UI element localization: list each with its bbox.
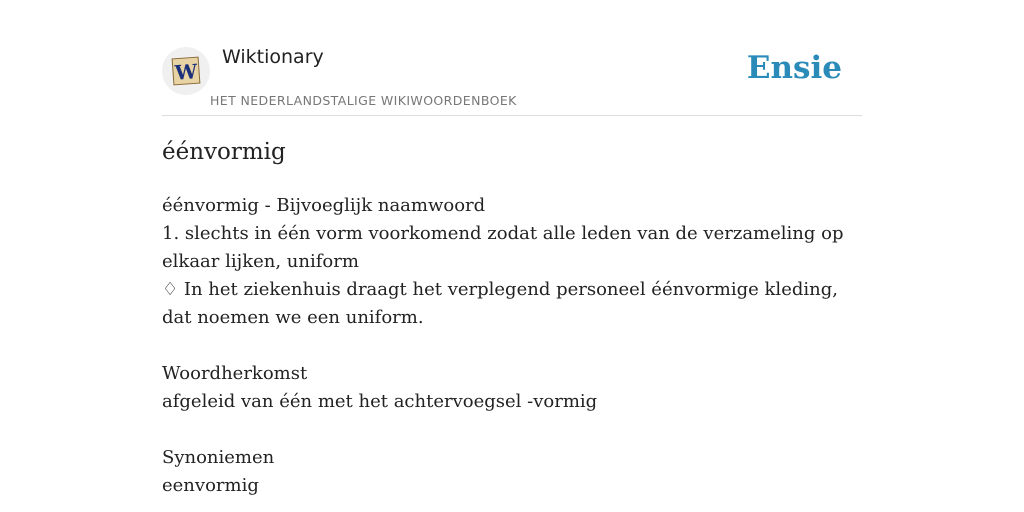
part-of-speech-line: éénvormig - Bijvoeglijk naamwoord <box>162 195 486 216</box>
logo-tile-icon <box>170 55 202 87</box>
synonyms-text: eenvormig <box>162 475 259 496</box>
brand-logo[interactable]: Ensie <box>746 50 842 86</box>
etymology-text: afgeleid van één met het achtervoegsel -vormig <box>162 391 598 412</box>
logo-letter: W <box>174 59 199 85</box>
entry-content <box>162 192 862 500</box>
spacer <box>162 332 862 360</box>
example-sentence: ♢ In het ziekenhuis draagt het verplegend personeel éénvormige kleding, dat noemen we een uniform. <box>162 279 838 328</box>
site-header <box>162 0 862 116</box>
site-tagline: HET NEDERLANDSTALIGE WIKIWOORDENBOEK <box>210 93 517 108</box>
wiktionary-logo-icon[interactable] <box>162 47 210 95</box>
page <box>162 0 862 512</box>
page-title: éénvormig <box>162 139 286 165</box>
definition: 1. slechts in één vorm voorkomend zodat alle leden van de verzameling op elkaar lijken, uniform <box>162 223 844 272</box>
spacer <box>162 416 862 444</box>
synonyms-heading: Synoniemen <box>162 447 275 468</box>
etymology-heading: Woordherkomst <box>162 363 308 384</box>
site-name[interactable]: Wiktionary <box>222 46 324 68</box>
